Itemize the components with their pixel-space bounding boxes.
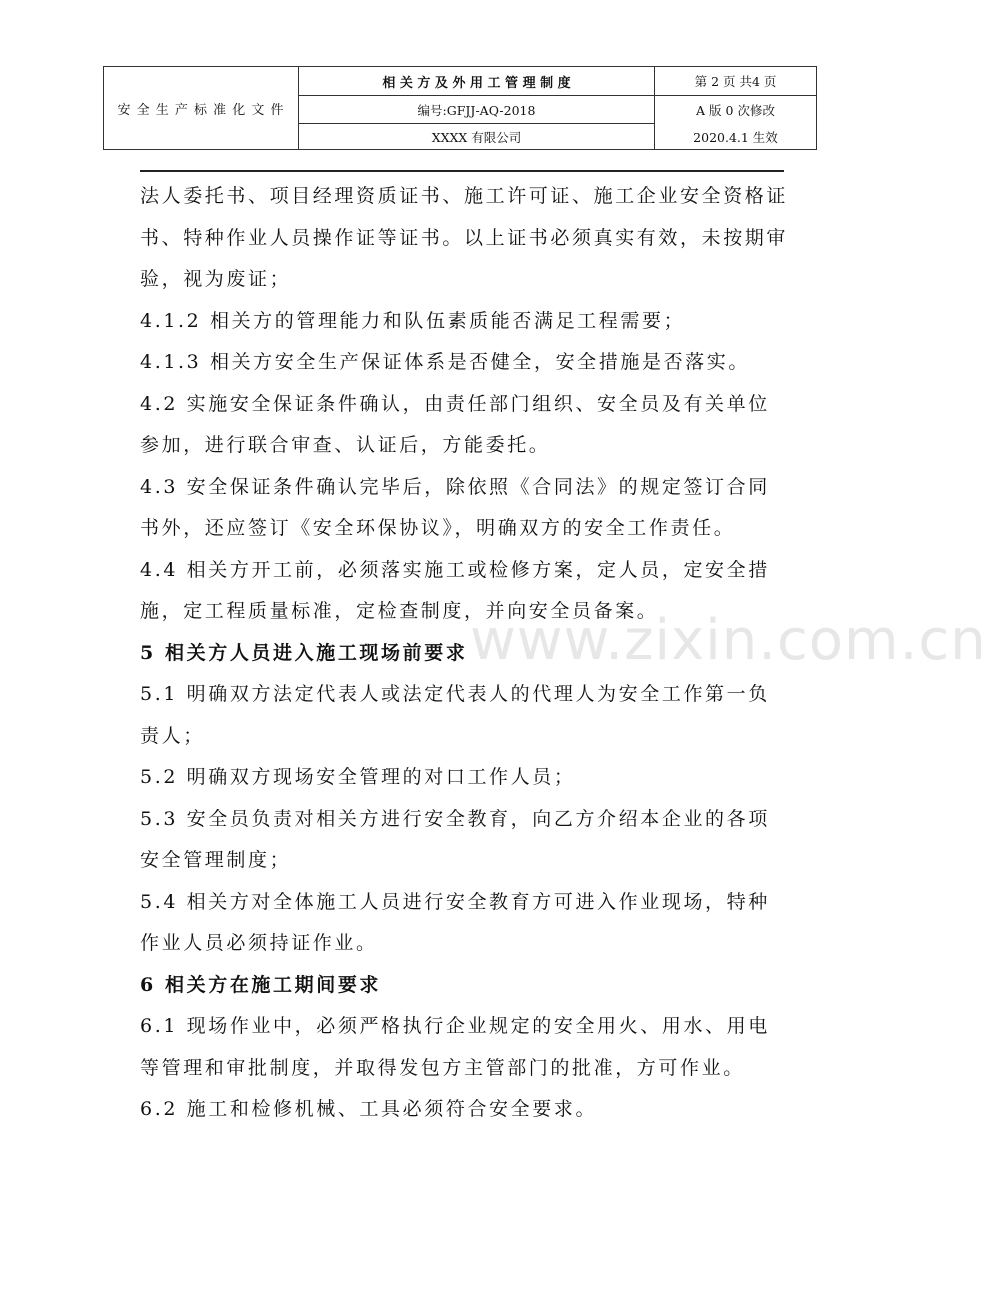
effective-date: 2020.4.1 生效	[693, 129, 778, 145]
document-code: 编号:GFJJ-AQ-2018	[417, 102, 536, 118]
paragraph: 6.2 施工和检修机械、工具必须符合安全要求。	[140, 1098, 598, 1120]
paragraph: 4.1.3 相关方安全生产保证体系是否健全，安全措施是否落实。	[140, 351, 750, 373]
section-heading: 6 相关方在施工期间要求	[140, 973, 382, 996]
paragraph: 5.3 安全员负责对相关方进行安全教育，向乙方介绍本企业的各项安全管理制度；	[140, 807, 770, 871]
paragraph: 4.3 安全保证条件确认完毕后，除依照《合同法》的规定签订合同书外，还应签订《安全环保协议》，明确双方的安全工作责任。	[140, 475, 770, 539]
page-number: 第 2 页 共4 页	[694, 74, 777, 89]
paragraph: 4.2 实施安全保证条件确认，由责任部门组织、安全员及有关单位参加，进行联合审查、认证后，方能委托。	[140, 392, 770, 456]
section-heading: 5 相关方人员进入施工现场前要求	[140, 641, 468, 664]
paragraph: 法人委托书、项目经理资质证书、施工许可证、施工企业安全资格证书、特种作业人员操作证等证书。以上证书必须真实有效，未按期审验，视为废证；	[140, 185, 789, 290]
paragraph: 4.4 相关方开工前，必须落实施工或检修方案，定人员，定安全措施，定工程质量标准，定检查制度，并向安全员备案。	[140, 558, 770, 622]
header-rule	[140, 170, 784, 172]
paragraph: 4.1.2 相关方的管理能力和队伍素质能否满足工程需要；	[140, 309, 686, 332]
paragraph: 6.1 现场作业中，必须严格执行企业规定的安全用火、用水、用电等管理和审批制度，并取得发包方主管部门的批准，方可作业。	[140, 1015, 770, 1079]
paragraph: 5.4 相关方对全体施工人员进行安全教育方可进入作业现场，特种作业人员必须持证作业。	[140, 890, 770, 954]
document-header-table	[103, 66, 817, 150]
paragraph: 5.2 明确双方现场安全管理的对口工作人员；	[140, 766, 576, 788]
company-name: XXXX 有限公司	[431, 129, 522, 145]
document-version: A 版 0 次修改	[696, 102, 775, 118]
paragraph: 5.1 明确双方法定代表人或法定代表人的代理人为安全工作第一负责人；	[140, 683, 770, 747]
document-body	[140, 176, 790, 1131]
document-category: 安 全 生 产 标 准 化 文 件	[117, 102, 285, 118]
watermark: www.zixin.com.cn	[470, 608, 987, 673]
document-title: 相 关 方 及 外 用 工 管 理 制 度	[382, 75, 571, 91]
